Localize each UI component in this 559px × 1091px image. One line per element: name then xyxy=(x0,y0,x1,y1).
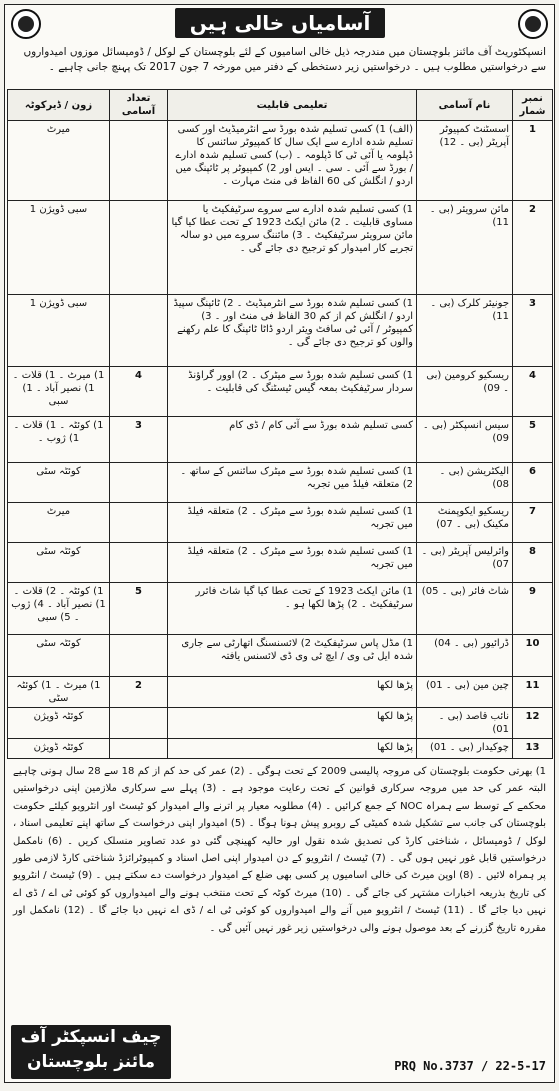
emblem-left-icon xyxy=(11,9,41,39)
row-count xyxy=(110,295,168,367)
row-number: 11 xyxy=(513,677,553,708)
row-qualification: پڑھا لکھا xyxy=(168,708,417,739)
row-zone: کوئٹہ سٹی xyxy=(8,635,110,677)
row-post: چوکیدار (بی ۔ 01) xyxy=(417,739,513,759)
row-qualification: 1) مائن ایکٹ 1923 کے تحت عطا کیا گیا شاٹ فائرر سرٹیفکیٹ ۔ 2) پڑھا لکھا ہو ۔ xyxy=(168,583,417,635)
table-row xyxy=(8,367,553,417)
row-zone: کوئٹہ ڈویژن xyxy=(8,708,110,739)
table-header-row xyxy=(8,90,553,121)
row-post: الیکٹریشن (بی ۔ 08) xyxy=(417,463,513,503)
row-qualification: کسی تسلیم شدہ بورڈ سے آئی کام / ڈی کام xyxy=(168,417,417,463)
table-row xyxy=(8,708,553,739)
row-count xyxy=(110,121,168,201)
row-count: 4 xyxy=(110,367,168,417)
row-zone: 1) میرٹ ۔ 1) کوئٹہ سٹی xyxy=(8,677,110,708)
table-row xyxy=(8,121,553,201)
table-row xyxy=(8,417,553,463)
row-count: 3 xyxy=(110,417,168,463)
row-qualification: (الف) 1) کسی تسلیم شدہ بورڈ سے انٹرمیڈیٹ اور کسی تسلیم شدہ ادارے سے ایک سال کا کمپیوٹر سائنس کا ڈپلومہ یا آئی ٹی کا ڈپلومہ ۔ (ب) کسی تسلیم شدہ ادارے / بورڈ سے آئی ۔ سی ۔ ایس اور 2) کمپیوٹر پر ٹائپنگ میں اردو / انگلش کی 60 الفاظ فی منٹ مہارت ۔ xyxy=(168,121,417,201)
signature-line-2: مائنز بلوچستان xyxy=(26,1052,156,1072)
header-zone: زون / ڈیرکوٹہ xyxy=(8,90,110,121)
row-zone: میرٹ xyxy=(8,503,110,543)
row-qualification: 1) مڈل پاس سرٹیفکیٹ 2) لائسنسنگ اتھارٹی سے جاری شدہ ایل ٹی وی / ایچ ٹی وی ڈی لائسنس یافتہ xyxy=(168,635,417,677)
row-qualification: 1) کسی تسلیم شدہ بورڈ سے میٹرک ۔ 2) متعلقہ فیلڈ میں تجربہ xyxy=(168,503,417,543)
row-qualification: 1) کسی تسلیم شدہ بورڈ سے میٹرک ۔ 2) متعلقہ فیلڈ میں تجربہ xyxy=(168,543,417,583)
table-row xyxy=(8,677,553,708)
row-count xyxy=(110,543,168,583)
signature-block xyxy=(11,1025,171,1079)
row-number: 1 xyxy=(513,121,553,201)
row-number: 3 xyxy=(513,295,553,367)
vacancies-table xyxy=(7,89,553,759)
row-number: 10 xyxy=(513,635,553,677)
row-qualification: پڑھا لکھا xyxy=(168,739,417,759)
row-zone: سبی ڈویژن 1 xyxy=(8,295,110,367)
row-count xyxy=(110,463,168,503)
row-post: ڈرائیور (بی ۔ 04) xyxy=(417,635,513,677)
row-count xyxy=(110,201,168,295)
row-zone: میرٹ xyxy=(8,121,110,201)
prq-number: PRQ No.3737 / 22-5-17 xyxy=(394,1059,546,1073)
row-number: 9 xyxy=(513,583,553,635)
row-count xyxy=(110,739,168,759)
row-post: ریسکیو ایکوپمنٹ مکینک (بی ۔ 07) xyxy=(417,503,513,543)
row-number: 12 xyxy=(513,708,553,739)
row-qualification: 1) کسی تسلیم شدہ بورڈ سے میٹرک سائنس کے ساتھ ۔ 2) متعلقہ فیلڈ میں تجربہ xyxy=(168,463,417,503)
table-row xyxy=(8,543,553,583)
row-zone: کوئٹہ ڈویژن xyxy=(8,739,110,759)
row-number: 2 xyxy=(513,201,553,295)
row-number: 5 xyxy=(513,417,553,463)
row-zone: سبی ڈویژن 1 xyxy=(8,201,110,295)
table-row xyxy=(8,635,553,677)
table-row xyxy=(8,583,553,635)
row-number: 13 xyxy=(513,739,553,759)
signature-line-1: چیف انسپکٹر آف xyxy=(20,1027,162,1047)
row-count xyxy=(110,708,168,739)
row-count xyxy=(110,503,168,543)
header-count: تعداد آسامی xyxy=(110,90,168,121)
row-count: 2 xyxy=(110,677,168,708)
row-number: 7 xyxy=(513,503,553,543)
table-row xyxy=(8,295,553,367)
row-qualification: 1) کسی تسلیم شدہ ادارے سے سروے سرٹیفکیٹ یا مساوی قابلیت ۔ 2) مائن ایکٹ 1923 کے تحت عطا کیا گیا مائن سرویئر سرٹیفکیٹ ۔ 3) مائننگ سروے میں دو سالہ تجربے کار امیدوار کو ترجیح دی جائے گی ۔ xyxy=(168,201,417,295)
row-qualification: 1) کسی تسلیم شدہ بورڈ سے میٹرک ۔ 2) اوور گراؤنڈ سردار سرٹیفکیٹ بمعہ گیس ٹیسٹنگ کی قابلیت ۔ xyxy=(168,367,417,417)
row-zone: 1) کوئٹہ ۔ 1) قلات ۔ 1) ژوب ۔ xyxy=(8,417,110,463)
page-title: آسامیاں خالی ہیں xyxy=(175,8,385,38)
row-count: 5 xyxy=(110,583,168,635)
row-post: شاٹ فائر (بی ۔ 05) xyxy=(417,583,513,635)
header-post: نام آسامی xyxy=(417,90,513,121)
row-post: ریسکیو کرومین (بی ۔ 09) xyxy=(417,367,513,417)
table-row xyxy=(8,503,553,543)
row-post: وائرلیس آپریٹر (بی ۔ 07) xyxy=(417,543,513,583)
header xyxy=(5,5,554,43)
row-post: نائب قاصد (بی ۔ 01) xyxy=(417,708,513,739)
table-row xyxy=(8,201,553,295)
row-zone: 1) کوئٹہ ۔ 2) قلات ۔ 1) نصیر آباد ۔ 4) ژوب ۔ 5) سبی xyxy=(8,583,110,635)
row-qualification: 1) کسی تسلیم شدہ بورڈ سے انٹرمیڈیٹ ۔ 2) ٹائپنگ سپیڈ اردو / انگلش کم از کم 30 الفاظ فی منٹ اور ۔ 3) کمپیوٹر / آئی ٹی سافٹ ویئر اردو ڈاٹا ٹائپنگ کا علم رکھنے والوں کو ترجیح دی جائے گی ۔ xyxy=(168,295,417,367)
row-post: مائن سرویئر (بی ۔ 11) xyxy=(417,201,513,295)
header-qualification: تعلیمی قابلیت xyxy=(168,90,417,121)
row-number: 4 xyxy=(513,367,553,417)
row-post: سیس انسپکٹر (بی ۔ 09) xyxy=(417,417,513,463)
footer xyxy=(5,1021,554,1083)
advertisement-page xyxy=(4,4,555,1083)
header-number: نمبر شمار xyxy=(513,90,553,121)
row-zone: 1) میرٹ ۔ 1) قلات ۔ 1) نصیر آباد ۔ 1) سبی xyxy=(8,367,110,417)
row-count xyxy=(110,635,168,677)
row-post: جونیئر کلرک (بی ۔ 11) xyxy=(417,295,513,367)
row-zone: کوئٹہ سٹی xyxy=(8,463,110,503)
emblem-right-icon xyxy=(518,9,548,39)
intro-text: انسپکٹوریٹ آف مائنز بلوچستان میں مندرجہ ذیل خالی اسامیوں کے لئے بلوچستان کے لوکل / ڈومیسائل موزوں امیدواروں سے درخواستیں مطلوب ہیں ۔ درخواستیں زیر دستخطی کے دفتر میں مورخہ 7 جون 2017 تک پہنچ جانی چاہیے ۔ xyxy=(23,46,546,73)
row-post: اسسٹنٹ کمپیوٹر آپریٹر (بی ۔ 12) xyxy=(417,121,513,201)
row-post: چین مین (بی ۔ 01) xyxy=(417,677,513,708)
row-number: 8 xyxy=(513,543,553,583)
row-number: 6 xyxy=(513,463,553,503)
terms-and-conditions: 1) بھرتی حکومت بلوچستان کی مروجہ پالیسی 2009 کے تحت ہوگی ۔ (2) عمر کی حد کم از کم 18 سے 28 سال ہونی چاہیے البتہ عمر کی حد میں مروجہ سرکاری قوانین کے تحت رعایت موجود ہے ۔ (3) پہلے سے سرکاری ملازمین اپنی درخواستیں محکمے کے توسط سے ہمراہ NOC کے جمع کرائیں ۔ (4) مطلوبہ معیار پر اترنے والے امیدوار کو ٹیسٹ اور انٹرویو کیلئے حکومت بلوچستان کی جانب سے تشکیل شدہ کمیٹی کے روبرو پیش ہونا ہوگا ۔ (5) امیدوار اپنی درخواست کے ساتھ اپنے تعلیمی اسناد ، لوکل / ڈومیسائل ، شناختی کارڈ کی تصدیق شدہ نقول اور حالیہ کھینچی گئی دو عدد تصاویر منسلک کریں ۔ (6) نامکمل درخواستیں قابل غور نہیں ہوں گی ۔ (7) ٹیسٹ / انٹرویو کے دن امیدوار اپنی اصل اسناد و کمپیوٹرائزڈ شناختی کارڈ لازمی طور پر ہمراہ لائیں ۔ (8) اوپن میرٹ کی خالی اسامیوں پر کسی بھی ضلع کے امیدوار درخواست دے سکتے ہیں ۔ (9) ٹیسٹ / انٹرویو کی تاریخ بذریعہ اخبارات مشتہر کی جائے گی ۔ (10) میرٹ کوٹہ کے تحت منتخب ہونے والے امیدواروں کو کوئی ٹی اے / ڈی اے نہیں دیا جائے گا ۔ (11) ٹیسٹ / انٹرویو میں آنے والے امیدواروں کو کوئی ٹی اے / ڈی اے نہیں دیا جائے گا ۔ (12) نامکمل اور مقررہ تاریخ گزرنے کے بعد موصول ہونے والی درخواستیں زیر غور نہیں آئیں گی ۔ xyxy=(13,766,547,934)
table-row xyxy=(8,463,553,503)
row-zone: کوئٹہ سٹی xyxy=(8,543,110,583)
row-qualification: پڑھا لکھا xyxy=(168,677,417,708)
table-row xyxy=(8,739,553,759)
